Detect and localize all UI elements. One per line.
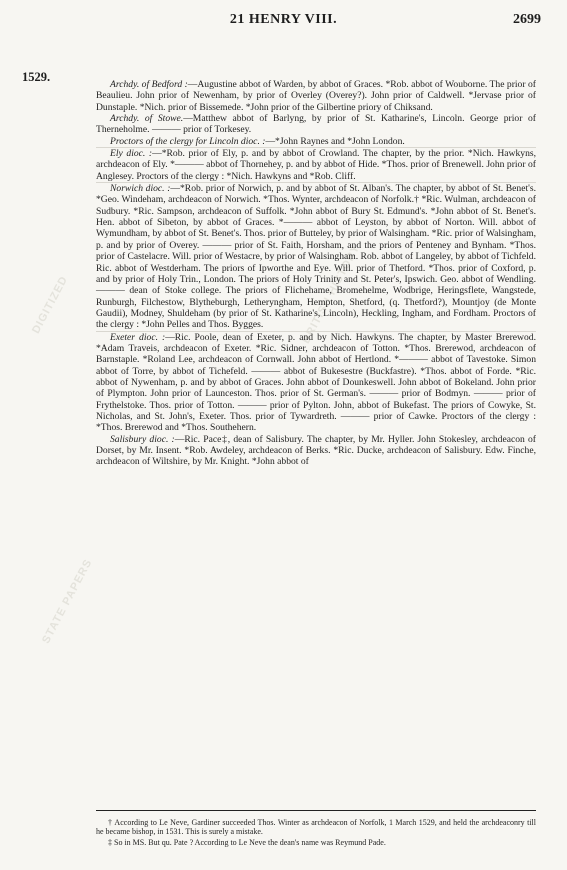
paragraph-text: —Matthew abbot of Barlyng, by prior of St. Katharine's, Lincoln. George prior of Therneholme. ——— prior of Torkesey.	[96, 113, 536, 136]
main-text	[96, 79, 536, 468]
paragraph-lead: Archdy. of Stowe.	[110, 113, 184, 125]
watermark-left: DIGITIZED	[30, 274, 71, 336]
paragraph-text: —Augustine abbot of Warden, by abbot of Graces. *Rob. abbot of Wouborne. The prior of Beaulieu. John prior of Newenham, by prior of Overley (Overey?). John prior of Caldwell. *Jervase prior of Dunstaple. *Nich. prior of Bissemede. *John prior of the Gilbertine priory of Chiksand.	[96, 79, 536, 113]
footnotes	[96, 818, 536, 848]
paragraph-lead: Archdy. of Bedford :	[110, 79, 188, 90]
paragraph-lincoln-proctors	[96, 136, 536, 147]
paragraph-lead: Salisbury dioc. :	[110, 433, 175, 445]
paragraph-text: —*Rob. prior of Ely, p. and by abbot of Crowland. The chapter, by the prior. *Nich. Hawkyns, archdeacon of Ely. *——— abbot of Thornehey, p. and by abbot of Hide. *Thos. prior of Brenewell. John prior of Anglesey. Proctors of the clergy : *Nich. Hawkyns and *Rob. Cliff.	[96, 148, 537, 182]
footnote-rule	[96, 810, 536, 811]
paragraph-norwich	[96, 182, 536, 330]
margin-year: 1529.	[22, 70, 51, 84]
paragraph-lead: Proctors of the clergy for Lincoln dioc. :	[110, 135, 266, 147]
footnote: ‡ So in MS. But qu. Pate ? According to Le Neve the dean's name was Reymund Pade.	[108, 837, 386, 847]
paragraph-text: —Ric. Pace‡, dean of Salisbury. The chapter, by Mr. Hyller. John Stokesley, archdeacon of Dorset, by Mr. Insent. *Rob. Awdeley, archdeacon of Berks. *Ric. Ducke, archdeacon of Salisbury. Edw. Finche, archdeacon of Wiltshire, by Mr. Knight. *John abbot of	[96, 433, 537, 468]
footnote: † According to Le Neve, Gardiner succeeded Thos. Winter as archdeacon of Norfolk, 1 March 1529, and held the archdeaconry till he became bishop, in 1531. This is surely a mistake.	[96, 818, 536, 837]
watermark-bottom: STATE PAPERS	[40, 557, 95, 646]
paragraph-text: —*John Raynes and *John London.	[265, 135, 405, 147]
paragraph-salisbury	[96, 434, 536, 468]
paragraph-text: —*Rob. prior of Norwich, p. and by abbot of St. Alban's. The chapter, by abbot of St. Benet's. *Geo. Windeham, archdeacon of Norwich. *Thos. Wynter, archdeacon of Norfolk.† *Ric. Wulman, archdeacon of Sudbury. *Ric. Sampson, archdeacon of Suffolk. *John abbot of Bury St. Edmund's. *John abbot of St. Benet's. Hen. abbot of Sibeton, by abbot of Graces. *——— abbot of Leyston, by abbot of Norton. Will. abbot of Wymundham, by abbot of St. Benet's. Thos. prior of Butteley, by prior of Walsingham. *Ric. prior of Walsingham, p. and by prior of Overey. ——— prior of St. Faith, Horsham, and the priors of Penteney and Bynham. *Thos. prior of Castelacre. Will. prior of Westacre, by prior of Walsingham. Rob. abbot of Langeley, by abbot of Tichfeld. Ric. abbot of Westderham. The priors of Ipworthe and Eye. Will. prior of Thetford. *Thos. prior of Coxford, p. and by prior of Holy Trin., London. The priors of Holy Trinity and St. Peter's, Ipswich. Geo. abbot of Wendling. ——— dean of Stoke college. The priors of Flichehame, Bromehelme, Wodbrige, Heringsflete, Wangstede, Runburgh, Filchestow, Blytheburgh, Letheryngham, Hempton, Shetford, (q. Thetford?), Mountjoy (de Monte Gaudii), Modney, Shuldeham (by prior of St. Katharine's, Lincoln), Heckling, Ingham, and Fordham. Proctors of the clergy : *John Pelles and Thos. Bygges.	[96, 183, 536, 331]
paragraph-bedford	[96, 79, 536, 113]
paragraph-lead: Ely dioc. :	[110, 148, 153, 160]
watermark-mid: BRITISH HISTORY	[300, 242, 363, 346]
paragraph-exeter	[96, 331, 536, 434]
paragraph-lead: Norwich dioc. :	[110, 183, 171, 195]
paragraph-ely	[96, 147, 536, 182]
paragraph-stowe	[96, 113, 536, 136]
paragraph-lead: Exeter dioc. :	[110, 331, 166, 343]
page-number: 2699	[513, 12, 541, 27]
running-title: 21 HENRY VIII.	[229, 12, 338, 27]
running-header	[0, 10, 567, 34]
paragraph-text: —Ric. Poole, dean of Exeter, p. and by Nich. Hawkyns. The chapter, by Master Brerewod. *Adam Traveis, archdeacon of Exeter. *Ric. Sidner, archdeacon of Totton. *Thos. Brerewod, archdeacon of Barnstaple. *Roland Lee, archdeacon of Cornwall. John abbot of Hertlond. *——— abbot of Tavestoke. Simon abbot of Torre, by abbot of Tichefeld. ——— abbot of Bukesestre (Buckfastre). *Thos. abbot of Forde. *Ric. abbot of Nywenham, p. and by abbot of Graces. John abbot of Dounkeswell. John abbot of Bokeland. John prior of Plympton. John prior of Launceston. Thos. prior of St. German's. ——— prior of Bodmyn. ——— prior of Frythelstoke. Thos. prior of Totton. ——— prior of Pylton. John, abbot of Bukefast. The priors of Cowyke, St. Nicholas, and St. John's, Exeter. Thos. prior of Tywardreth. ——— prior of Cawke. Proctors of the clergy : *Thos. Brerewod and *Thos. Southehern.	[96, 331, 536, 434]
